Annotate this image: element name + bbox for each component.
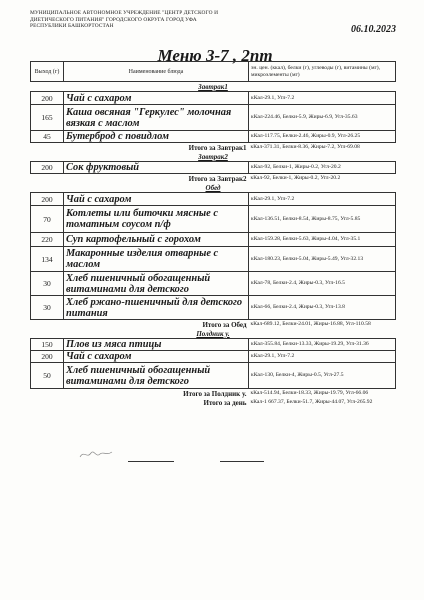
dish-name: Хлеб пшеничный обогащенный витаминами для детского bbox=[64, 363, 249, 389]
dish-name: Макаронные изделия отварные с маслом bbox=[64, 247, 249, 272]
section-title: Завтрак1 bbox=[198, 82, 228, 91]
dish-weight: 200 bbox=[31, 193, 64, 206]
table-row bbox=[31, 131, 396, 143]
dish-weight: 220 bbox=[31, 233, 64, 247]
table-row bbox=[31, 296, 396, 320]
menu-title: Меню 3-7 , 2пт bbox=[157, 46, 273, 65]
dish-nutrition: кКал-355.84, Белки-13.33, Жиры-19.29, Угл-31.36 bbox=[249, 339, 396, 351]
dish-weight: 200 bbox=[31, 162, 64, 174]
dish-nutrition: кКал-117.75, Белки-2.46, Жиры-0.9, Угл-26.25 bbox=[249, 131, 396, 143]
signature-line-right bbox=[220, 461, 264, 462]
dish-weight: 200 bbox=[31, 92, 64, 105]
dish-weight: 70 bbox=[31, 206, 64, 233]
day-total-row bbox=[31, 398, 396, 407]
section-total-values: кКал-689.12, Белки-24.01, Жиры-16.88, Угл-110.58 bbox=[250, 321, 371, 328]
section-total-row bbox=[31, 320, 396, 330]
dish-weight: 134 bbox=[31, 247, 64, 272]
dish-nutrition: кКал-130, Белки-4, Жиры-0.5, Угл-27.5 bbox=[249, 363, 396, 389]
dish-nutrition: кКал-136.51, Белки-8.54, Жиры-8.75, Угл-5.85 bbox=[249, 206, 396, 233]
day-total-values: кКал-1 667.37, Белки-51.7, Жиры-44.07, Угл-265.92 bbox=[250, 399, 373, 406]
dish-weight: 45 bbox=[31, 131, 64, 143]
dish-weight: 50 bbox=[31, 363, 64, 389]
table-row bbox=[31, 351, 396, 363]
section-total-values: кКал-371.31, Белки-8.36, Жиры-7.2, Угл-69.08 bbox=[250, 144, 360, 151]
section-title: Обед bbox=[205, 183, 221, 192]
section-title-row bbox=[31, 329, 396, 339]
dish-weight: 30 bbox=[31, 272, 64, 296]
signature-mark bbox=[78, 447, 114, 461]
table-header-row bbox=[31, 62, 396, 82]
section-title-row bbox=[31, 152, 396, 162]
dish-name: Сок фруктовый bbox=[64, 162, 249, 174]
dish-nutrition: кКал-29.1, Угл-7.2 bbox=[249, 193, 396, 206]
column-header-nutrition: эн. цен. (ккал), белки (г), углеводы (г), витамины (мг), микроэлементы (мг) bbox=[249, 62, 396, 82]
table-row bbox=[31, 162, 396, 174]
dish-nutrition: кКал-78, Белки-2.4, Жиры-0.3, Угл-16.5 bbox=[249, 272, 396, 296]
section-total-row bbox=[31, 389, 396, 399]
dish-name: Котлеты или биточки мясные с томатным соусом п/ф bbox=[64, 206, 249, 233]
table-row bbox=[31, 247, 396, 272]
section-total-label: Итого за Обед bbox=[202, 320, 247, 329]
table-row bbox=[31, 193, 396, 206]
section-total-values: кКал-514.94, Белки-18.33, Жиры-19.79, Угл-66.06 bbox=[250, 390, 369, 397]
table-row bbox=[31, 363, 396, 389]
table-row bbox=[31, 206, 396, 233]
table-row bbox=[31, 92, 396, 105]
table-row bbox=[31, 105, 396, 131]
dish-weight: 200 bbox=[31, 351, 64, 363]
column-header-output: Выход (г) bbox=[31, 62, 64, 82]
dish-nutrition: кКал-180.23, Белки-5.04, Жиры-5.49, Угл-32.13 bbox=[249, 247, 396, 272]
section-title: Завтрак2 bbox=[198, 152, 228, 161]
menu-table bbox=[30, 61, 396, 407]
dish-nutrition: кКал-29.1, Угл-7.2 bbox=[249, 351, 396, 363]
dish-name: Чай с сахаром bbox=[64, 193, 249, 206]
section-total-values: кКал-92, Белки-1, Жиры-0.2, Угл-20.2 bbox=[250, 175, 341, 182]
dish-name: Суп картофельный с горохом bbox=[64, 233, 249, 247]
dish-nutrition: кКал-29.1, Угл-7.2 bbox=[249, 92, 396, 105]
dish-weight: 150 bbox=[31, 339, 64, 351]
table-row bbox=[31, 339, 396, 351]
dish-nutrition: кКал-159.28, Белки-5.63, Жиры-4.04, Угл-35.1 bbox=[249, 233, 396, 247]
section-title-row bbox=[31, 183, 396, 193]
table-row bbox=[31, 272, 396, 296]
column-header-dish: Наименование блюда bbox=[64, 62, 249, 82]
dish-nutrition: кКал-224.46, Белки-5.9, Жиры-6.9, Угл-35.63 bbox=[249, 105, 396, 131]
section-title-row bbox=[31, 82, 396, 92]
dish-weight: 165 bbox=[31, 105, 64, 131]
section-total-label: Итого за Завтрак2 bbox=[188, 174, 247, 183]
section-total-row bbox=[31, 174, 396, 184]
menu-date: 06.10.2023 bbox=[351, 24, 396, 35]
section-total-row bbox=[31, 143, 396, 153]
signature-line-left bbox=[128, 461, 174, 462]
dish-name: Бутерброд с повидлом bbox=[64, 131, 249, 143]
dish-name: Чай с сахаром bbox=[64, 92, 249, 105]
dish-name: Чай с сахаром bbox=[64, 351, 249, 363]
dish-name: Плов из мяса птицы bbox=[64, 339, 249, 351]
dish-name: Каша овсяная "Геркулес" молочная вязкая с маслом bbox=[64, 105, 249, 131]
dish-weight: 30 bbox=[31, 296, 64, 320]
day-total-label: Итого за день bbox=[203, 398, 247, 407]
dish-nutrition: кКал-92, Белки-1, Жиры-0.2, Угл-20.2 bbox=[249, 162, 396, 174]
table-row bbox=[31, 233, 396, 247]
dish-nutrition: кКал-66, Белки-2.4, Жиры-0.3, Угл-13.8 bbox=[249, 296, 396, 320]
document-header bbox=[30, 10, 400, 65]
section-title: Полдник у. bbox=[196, 329, 230, 338]
dish-name: Хлеб пшеничный обогащенный витаминами для детского bbox=[64, 272, 249, 296]
dish-name: Хлеб ржано-пшеничный для детского питания bbox=[64, 296, 249, 320]
section-total-label: Итого за Полдник у. bbox=[183, 389, 247, 398]
organization-name: МУНИЦИПАЛЬНОЕ АВТОНОМНОЕ УЧРЕЖДЕНИЕ "ЦЕНТР ДЕТСКОГО И ДИЕТИЧЕСКОГО ПИТАНИЯ" ГОРОДСКОГО ОКРУГА ГОРОД УФА РЕСПУБЛИКИ БАШКОРТОСТАН bbox=[30, 10, 219, 30]
section-total-label: Итого за Завтрак1 bbox=[188, 143, 247, 152]
